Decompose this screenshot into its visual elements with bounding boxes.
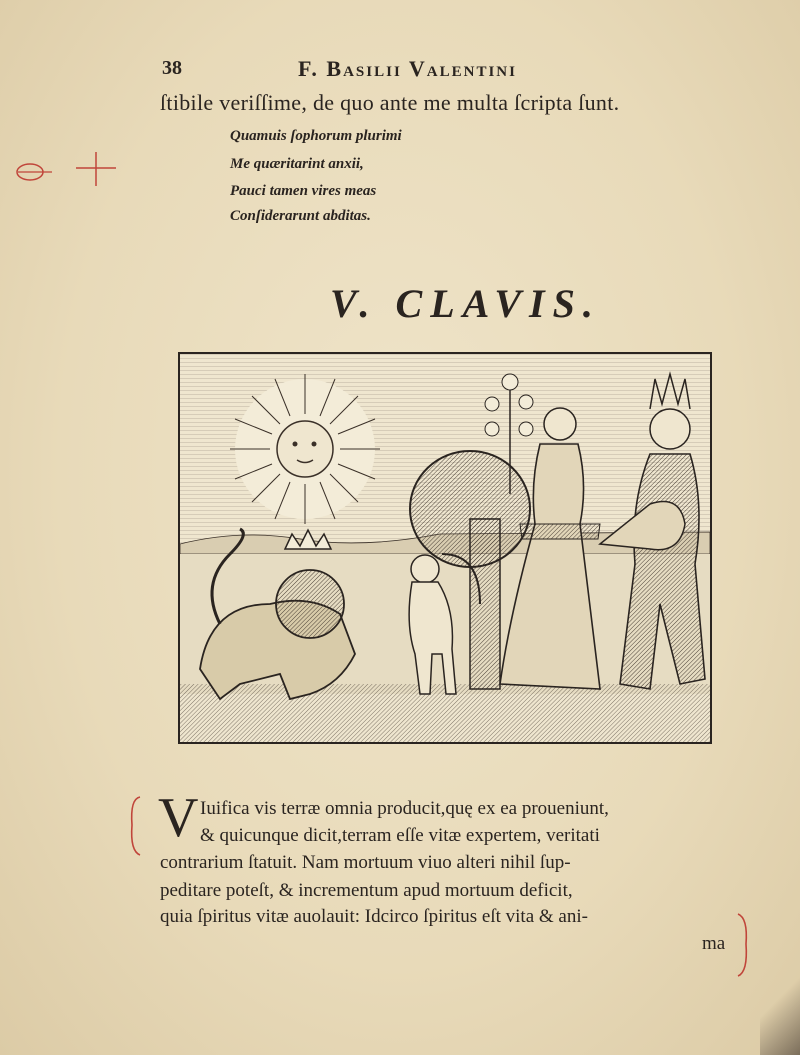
body-line-catchword: ma: [702, 933, 726, 954]
text-line: ſtibile veriſſime, de quo ante me multa ſcripta ſunt.: [160, 90, 620, 115]
sun: [230, 374, 380, 524]
verse-line: Me quæritarint anxii,: [230, 156, 364, 172]
red-margin-marks: [8, 150, 128, 190]
engraving-art: [180, 354, 710, 742]
red-bracket-left: [128, 795, 142, 857]
page-corner-stain: [760, 965, 800, 1055]
verse-line: Quamuis ſophorum plurimi: [230, 128, 402, 144]
drop-cap: V: [158, 787, 199, 849]
verse-line: Conſiderarunt abditas.: [230, 208, 371, 224]
red-bracket-right: [736, 912, 750, 978]
verse-line: Pauci tamen vires meas: [230, 183, 377, 199]
body-line: quia ſpiritus vitæ auolauit: Idcirco ſpiritus eſt vita & ani-: [160, 906, 588, 927]
body-line: contrarium ſtatuit. Nam mortuum viuo alteri nihil ſup-: [160, 852, 571, 873]
engraving-illustration: [178, 352, 712, 744]
body-line: Iuifica vis terræ omnia producit,quę ex ea proueniunt,: [200, 798, 609, 819]
body-line: peditare poteſt, & incrementum apud mortuum deficit,: [160, 880, 573, 901]
body-line: & quicunque dicit,terram eſſe vitæ expertem, veritati: [200, 825, 600, 846]
chapter-heading: V. CLAVIS.: [330, 281, 601, 326]
page-number: 38: [162, 57, 182, 79]
running-head: F. Basilii Valentini: [298, 56, 517, 81]
